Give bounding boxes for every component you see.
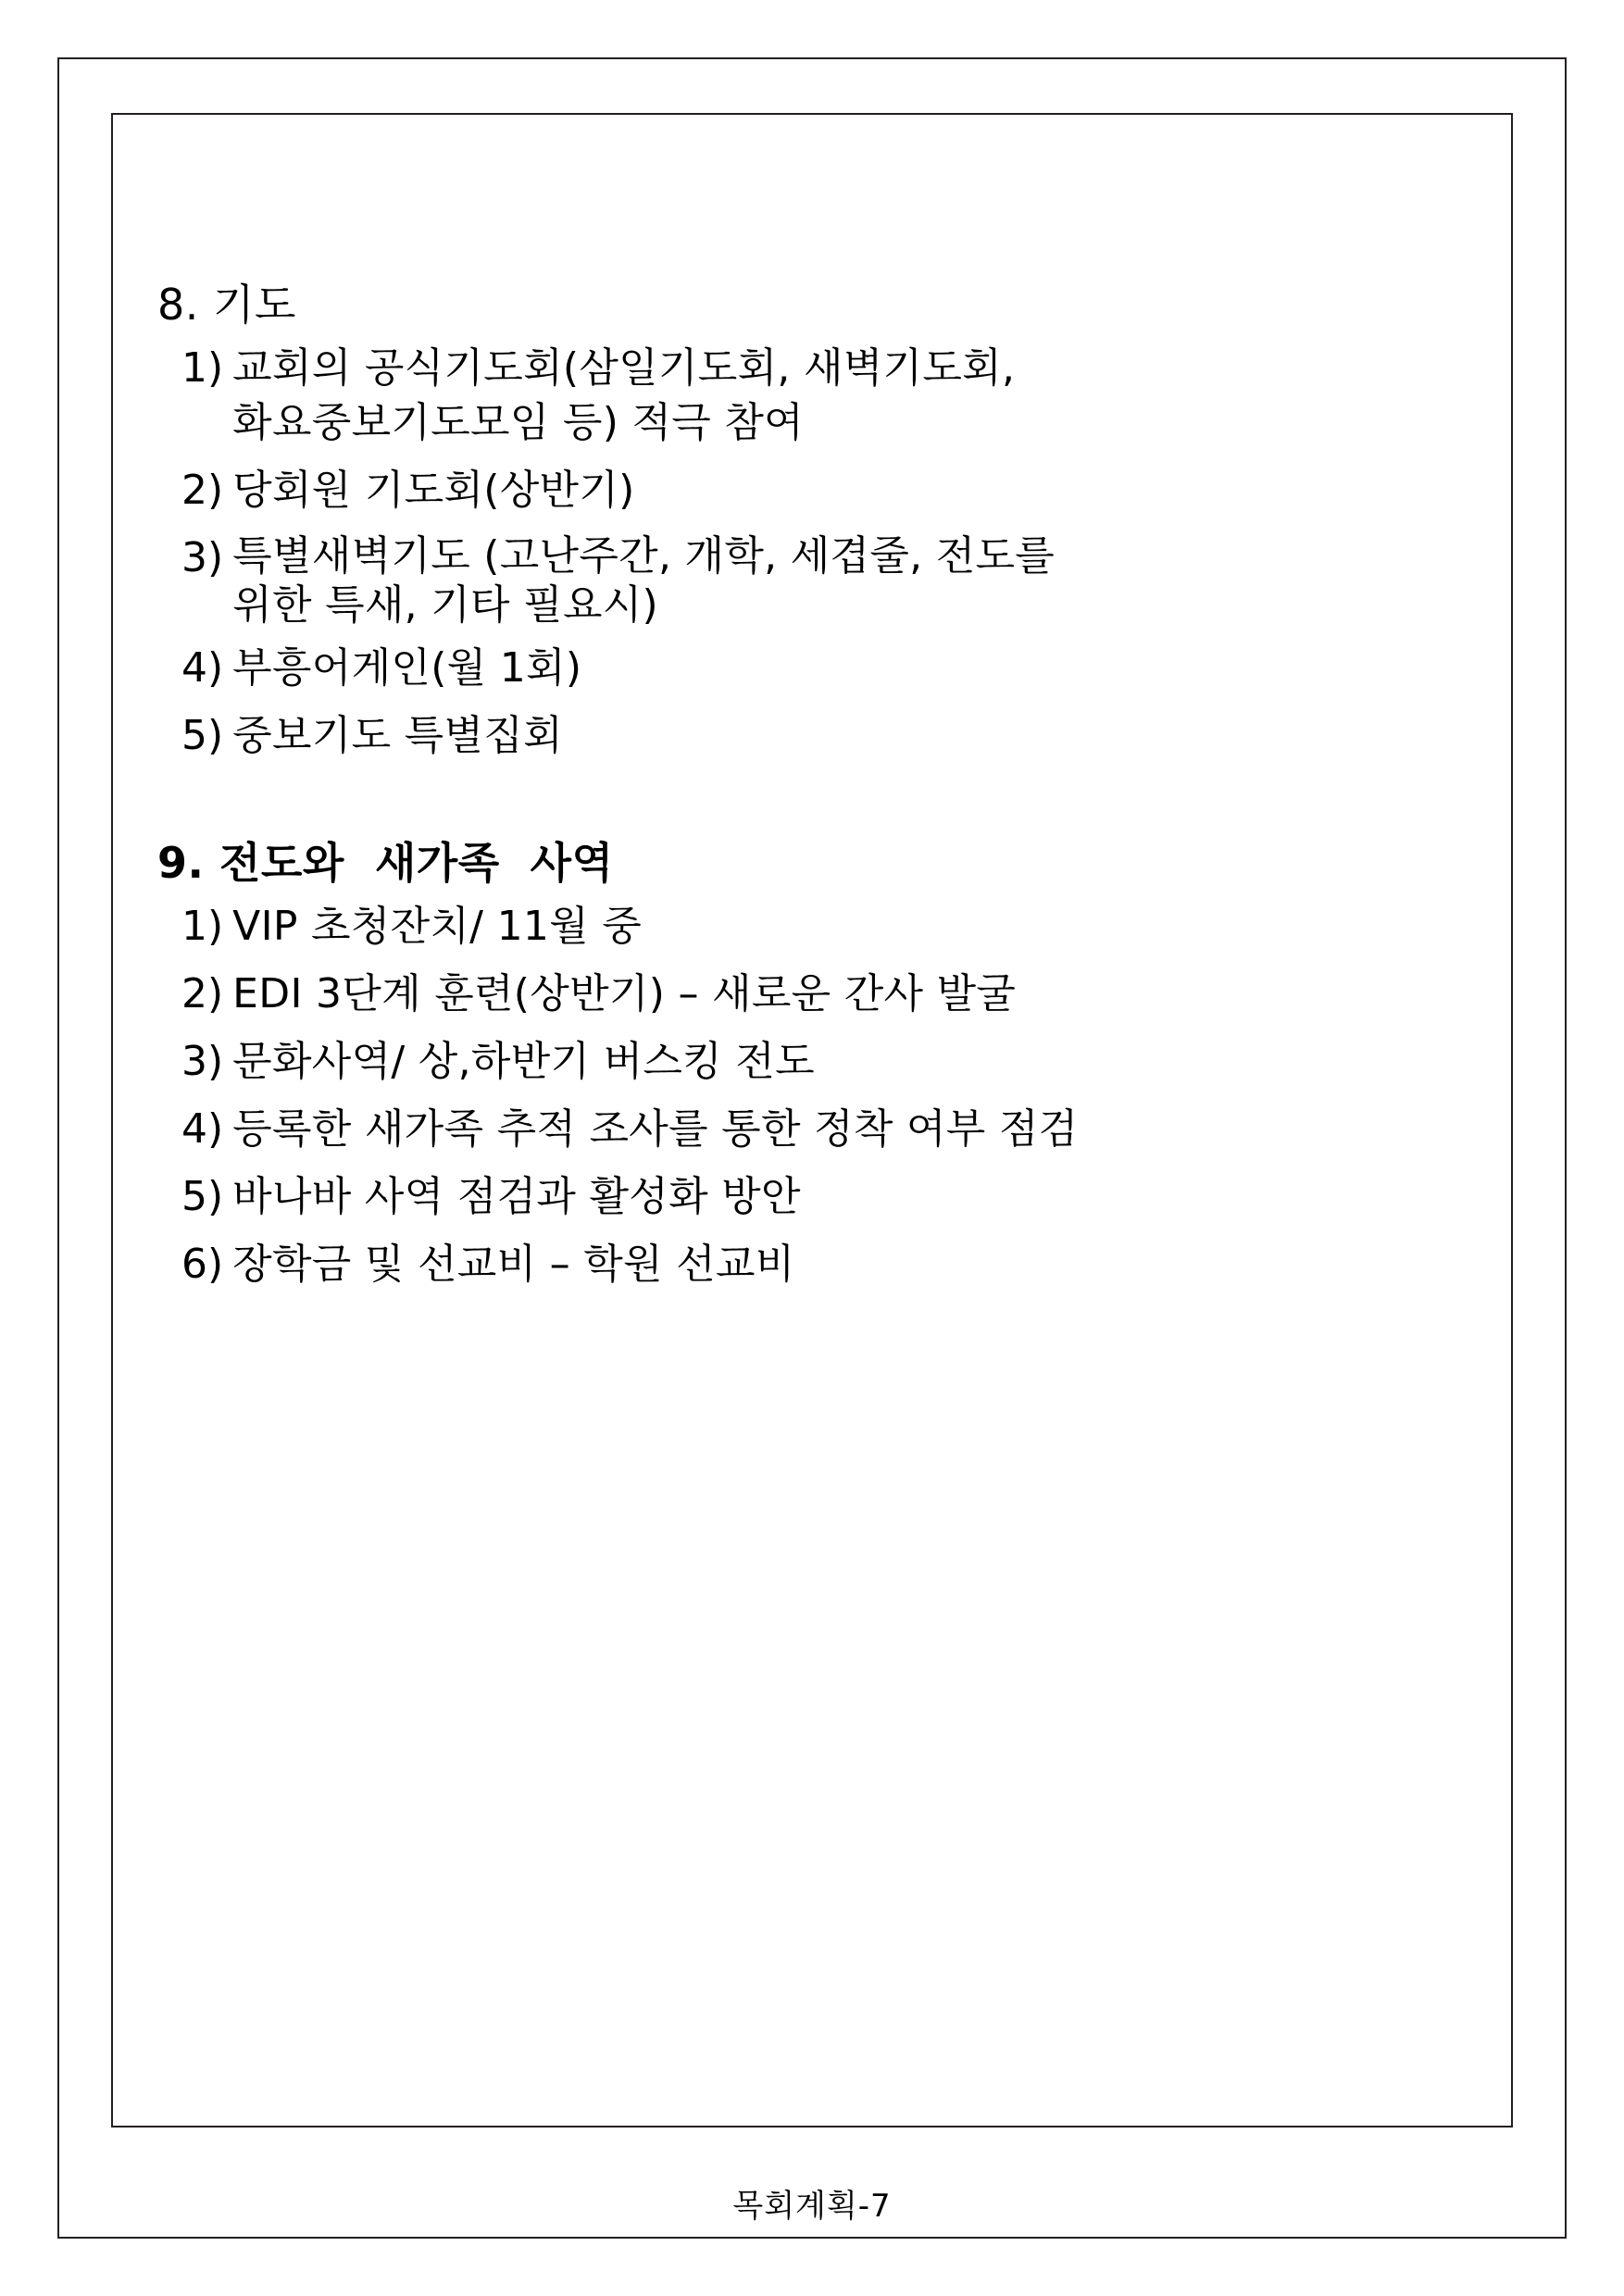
list-item-marker: 4) [181, 1104, 224, 1153]
list-item-text: 당회원 기도회(상반기) [232, 466, 635, 514]
list-item [148, 342, 1481, 451]
list-item-text: 장학금 및 선교비 – 학원 선교비 [232, 1240, 795, 1288]
list-item-marker: 2) [181, 466, 224, 514]
page-content [148, 278, 1481, 1307]
list-item [148, 642, 1481, 696]
section-spacer [148, 779, 1481, 836]
list-item [148, 531, 1481, 630]
list-item-marker: 4) [181, 644, 224, 693]
list-item-marker: 1) [181, 902, 224, 950]
list-item-text: 바나바 사역 점검과 활성화 방안 [232, 1172, 801, 1220]
list-item-text: EDI 3단계 훈련(상반기) – 새로운 간사 발굴 [232, 969, 1017, 1017]
list-item-marker: 3) [181, 1037, 224, 1085]
list-item-marker: 2) [181, 969, 224, 1017]
list-item [148, 1035, 1481, 1090]
list-item-text: 교회의 공식기도회(삼일기도회, 새벽기도회, 화요중보기도모임 등) 적극 참여 [232, 343, 1016, 446]
list-item-marker: 5) [181, 712, 224, 760]
list-item-marker: 5) [181, 1172, 224, 1220]
list-item [148, 709, 1481, 764]
section-item-list [148, 900, 1481, 1292]
section-title: 9. 전도와 새가족 사역 [157, 837, 614, 888]
list-item-text: 중보기도 특별집회 [232, 712, 563, 760]
section-title: 8. 기도 [157, 280, 296, 330]
list-item [148, 464, 1481, 518]
list-item-text: 부흥어게인(월 1회) [232, 644, 582, 693]
list-item-text: 등록한 새가족 추적 조사를 통한 정착 여부 점검 [232, 1104, 1079, 1153]
section-item-list [148, 342, 1481, 764]
page-footer: 목회계획-7 [732, 2188, 892, 2225]
section-evangelism [148, 836, 1481, 1292]
list-item [148, 900, 1481, 955]
list-item [148, 1170, 1481, 1225]
list-item [148, 1103, 1481, 1157]
list-item [148, 1238, 1481, 1292]
list-item-text: 문화사역/ 상,하반기 버스킹 전도 [232, 1037, 815, 1085]
section-prayer [148, 278, 1481, 764]
list-item-marker: 6) [181, 1240, 224, 1288]
list-item [148, 967, 1481, 1022]
list-item-marker: 3) [181, 533, 224, 581]
list-item-text: 특별새벽기도 (고난주간, 개학, 세겹줄, 전도를 위한 특새, 기타 필요시) [232, 531, 1056, 630]
list-item-text: VIP 초청잔치/ 11월 중 [232, 902, 643, 950]
list-item-marker: 1) [181, 343, 224, 392]
